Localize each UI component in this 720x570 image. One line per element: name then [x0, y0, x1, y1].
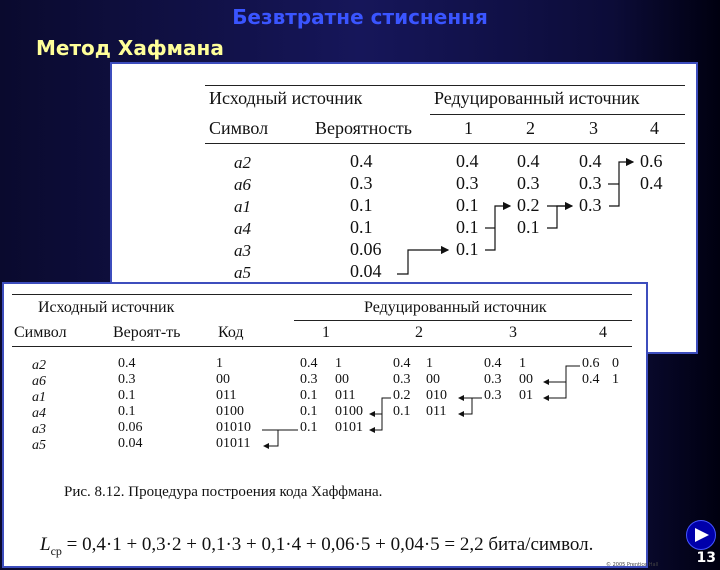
bottom-step2-code: 011	[426, 404, 447, 419]
formula-lhs: L	[40, 534, 51, 555]
bottom-step4-prob: 0.6	[582, 356, 600, 371]
top-step1-value: 0.4	[456, 151, 479, 171]
col-step-3: 3	[589, 118, 598, 138]
formula-rhs: = 0,4·1 + 0,3·2 + 0,1·3 + 0,1·4 + 0,06·5 + 0,04·5 = 2,2 бита/символ.	[66, 534, 594, 555]
bottom-step1-code: 00	[335, 372, 349, 387]
col-step-3: 3	[509, 324, 517, 341]
bottom-code: 1	[216, 356, 223, 371]
top-step1-value: 0.1	[456, 195, 479, 215]
col-symbol: Символ	[209, 118, 269, 138]
bottom-step3-prob: 0.3	[484, 388, 502, 403]
page-number: 13	[696, 550, 716, 566]
col-symbol: Символ	[14, 324, 67, 341]
bottom-symbol: a4	[32, 406, 46, 421]
top-symbol: a3	[234, 241, 251, 260]
header-source: Исходный источник	[38, 299, 175, 316]
bottom-step3-code: 00	[519, 372, 533, 387]
bottom-step1-prob: 0.1	[300, 388, 318, 403]
col-probability: Вероят-ть	[113, 324, 181, 341]
col-probability: Вероятность	[315, 118, 412, 138]
col-step-4: 4	[599, 324, 607, 341]
bottom-step2-prob: 0.3	[393, 372, 411, 387]
top-step3-value: 0.4	[579, 151, 602, 171]
top-prob: 0.1	[350, 217, 373, 237]
bottom-code: 00	[216, 372, 230, 387]
col-step-2: 2	[415, 324, 423, 341]
top-step1-value: 0.1	[456, 239, 479, 259]
huffman-code-figure	[2, 282, 648, 568]
bottom-prob: 0.1	[118, 404, 136, 419]
top-symbol: a2	[234, 153, 251, 172]
formula-subscript: ср	[50, 543, 62, 558]
bottom-prob: 0.06	[118, 420, 143, 435]
bottom-step4-prob: 0.4	[582, 372, 600, 387]
top-step2-value: 0.3	[517, 173, 540, 193]
bottom-step3-prob: 0.3	[484, 372, 502, 387]
bottom-step2-code: 010	[426, 388, 447, 403]
bottom-prob: 0.04	[118, 436, 143, 451]
bottom-prob: 0.3	[118, 372, 136, 387]
col-code: Код	[218, 324, 244, 341]
top-symbol: a6	[234, 175, 251, 194]
bottom-step4-code: 0	[612, 356, 619, 371]
header-reduced: Редуцированный источник	[364, 299, 547, 316]
bottom-step1-code: 0101	[335, 420, 363, 435]
top-step1-value: 0.3	[456, 173, 479, 193]
header-reduced: Редуцированный источник	[434, 88, 640, 108]
copyright-notice: © 2005 Prentice Hall	[606, 562, 659, 568]
top-prob: 0.3	[350, 173, 373, 193]
top-prob: 0.04	[350, 261, 382, 281]
top-step3-value: 0.3	[579, 195, 602, 215]
bottom-symbol: a3	[32, 422, 46, 437]
bottom-step3-code: 1	[519, 356, 526, 371]
header-source: Исходный источник	[209, 88, 363, 108]
top-prob: 0.1	[350, 195, 373, 215]
bottom-step1-prob: 0.1	[300, 404, 318, 419]
bottom-symbol: a2	[32, 358, 46, 373]
col-step-4: 4	[650, 118, 659, 138]
bottom-step2-prob: 0.4	[393, 356, 411, 371]
top-step1-value: 0.1	[456, 217, 479, 237]
bottom-code: 01011	[216, 436, 251, 451]
bottom-symbol: a1	[32, 390, 46, 405]
slide-subtitle: Метод Хафмана	[36, 36, 224, 60]
code-arrows	[4, 284, 648, 568]
bottom-step2-prob: 0.1	[393, 404, 411, 419]
bottom-prob: 0.4	[118, 356, 136, 371]
top-step2-value: 0.1	[517, 217, 540, 237]
bottom-step2-code: 1	[426, 356, 433, 371]
bottom-code: 011	[216, 388, 237, 403]
bottom-step2-prob: 0.2	[393, 388, 411, 403]
bottom-step1-prob: 0.4	[300, 356, 318, 371]
top-step4-value: 0.4	[640, 173, 663, 193]
slide-title: Безвтратне стиснення	[232, 5, 488, 29]
bottom-code: 0100	[216, 404, 244, 419]
bottom-code: 01010	[216, 420, 251, 435]
bottom-step2-code: 00	[426, 372, 440, 387]
top-step2-value: 0.2	[517, 195, 540, 215]
top-step2-value: 0.4	[517, 151, 540, 171]
top-symbol: a1	[234, 197, 251, 216]
bottom-step1-prob: 0.1	[300, 420, 318, 435]
col-step-1: 1	[464, 118, 473, 138]
bottom-step3-prob: 0.4	[484, 356, 502, 371]
bottom-step1-code: 0100	[335, 404, 363, 419]
next-slide-button[interactable]	[686, 520, 716, 550]
bottom-step4-code: 1	[612, 372, 619, 387]
top-step3-value: 0.3	[579, 173, 602, 193]
bottom-step1-prob: 0.3	[300, 372, 318, 387]
bottom-prob: 0.1	[118, 388, 136, 403]
average-length-formula	[40, 534, 593, 559]
col-step-2: 2	[526, 118, 535, 138]
top-symbol: a5	[234, 263, 251, 282]
bottom-symbol: a5	[32, 438, 46, 453]
figure-caption: Рис. 8.12. Процедура построения кода Хаффмана.	[64, 484, 383, 500]
top-prob: 0.4	[350, 151, 373, 171]
top-step4-value: 0.6	[640, 151, 663, 171]
col-step-1: 1	[322, 324, 330, 341]
top-symbol: a4	[234, 219, 251, 238]
bottom-step3-code: 01	[519, 388, 533, 403]
bottom-step1-code: 1	[335, 356, 342, 371]
top-prob: 0.06	[350, 239, 382, 259]
arrow-right-icon	[687, 521, 715, 549]
bottom-step1-code: 011	[335, 388, 356, 403]
bottom-symbol: a6	[32, 374, 46, 389]
